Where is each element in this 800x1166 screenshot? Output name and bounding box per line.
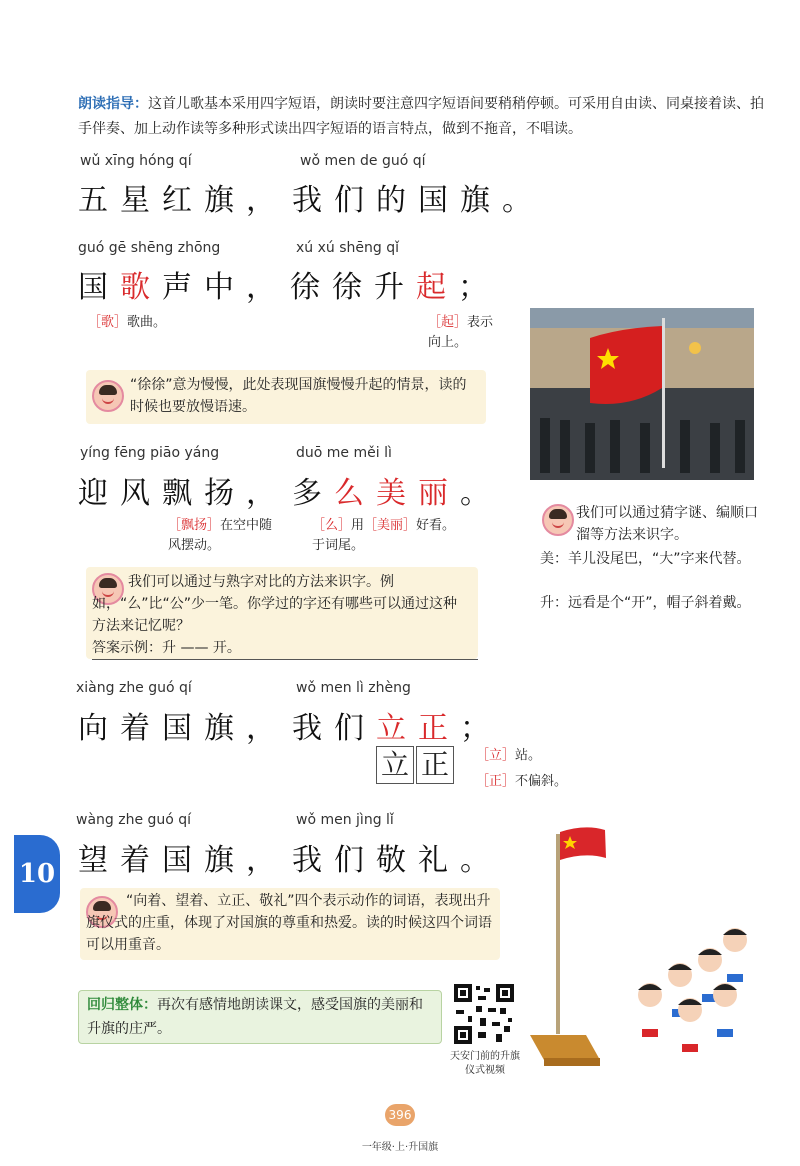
note-zheng: [476, 772, 567, 792]
summary-box: [78, 990, 442, 1044]
char-xuxusheng: 徐徐升: [290, 270, 416, 305]
pinyin-line1-a: wǔ xīng hóng qí: [80, 153, 192, 169]
tip-compare: [86, 567, 478, 659]
poem-line3-b: [292, 468, 502, 512]
note-zheng-tag: ［正］: [476, 774, 516, 789]
qr-code-icon: [452, 982, 516, 1046]
page-footer: 一年级·上·升国旗: [361, 1142, 439, 1153]
pinyin-line5-a: wàng zhe guó qí: [76, 812, 192, 828]
poem-line1-a: 五星红旗，: [78, 183, 288, 218]
reading-guide: [78, 92, 768, 142]
pinyin-line3-b: duō me měi lì: [296, 445, 392, 461]
note-meili-tag: ［美丽］: [364, 518, 417, 533]
writing-box-li: 立: [376, 746, 414, 784]
tip-riddle-text: 我们可以通过猜字谜、编顺口溜等方法来识字。: [576, 505, 758, 543]
note-me-text: 用: [351, 518, 365, 533]
children-saluting-flag: [530, 820, 760, 1070]
poem-line5-a: 望着国旗，: [78, 843, 288, 878]
char-lizheng: 立正: [376, 711, 460, 746]
note-li: [476, 746, 541, 766]
char-women: 我们: [292, 711, 376, 746]
char-ge: 歌: [120, 270, 162, 305]
note-qi-text: 表示向上。: [428, 315, 494, 350]
tip-xuxu: [86, 370, 486, 424]
tip-answer-text: 答案示例：升 —— 开。: [92, 637, 478, 660]
tip-action: [80, 888, 500, 960]
note-meili-text: 好看。: [416, 518, 456, 533]
qr-caption: 天安门前的升旗仪式视频: [450, 1051, 520, 1076]
note-zheng-text: 不偏斜。: [515, 774, 568, 789]
tip-xuxu-text: “徐徐”意为慢慢，此处表现国旗慢慢升起的情景，读的时候也要放慢语速。: [130, 377, 467, 415]
pinyin-line2-a: guó gē shēng zhōng: [78, 240, 221, 256]
char-semicolon: ；: [458, 270, 500, 305]
char-semicolon: ；: [460, 711, 502, 746]
note-li-tag: ［立］: [476, 748, 516, 763]
page-number: 396: [385, 1104, 415, 1126]
poem-line5-b: 我们敬礼。: [292, 843, 502, 878]
tip-riddle: [540, 500, 762, 640]
tip-action-text: “向着、望着、立正、敬礼”四个表示动作的词语，表现出升旗仪式的庄重，体现了对国旗的尊重和热爱。读的时候这四个词语可以用重音。: [86, 893, 492, 953]
writing-box-zheng: 正: [416, 746, 454, 784]
char-guo: 国: [78, 270, 120, 305]
note-me-meili: [312, 516, 502, 556]
note-me-tail: 于词尾。: [312, 538, 365, 553]
flag-raising-scene: [530, 308, 754, 480]
tip-sheng-text: 升：远看是个“开”，帽子斜着戴。: [540, 595, 751, 611]
pinyin-line4-b: wǒ men lì zhèng: [296, 680, 411, 696]
char-memeili: 么美丽: [334, 476, 460, 511]
lesson-number-tab: 10: [14, 835, 60, 913]
poem-line4-a: 向着国旗，: [78, 711, 288, 746]
writing-boxes: [376, 746, 456, 784]
note-ge: [88, 313, 166, 333]
reading-guide-label: 朗读指导：: [78, 96, 148, 112]
qr-code[interactable]: [452, 982, 516, 1046]
pinyin-line3-a: yíng fēng piāo yáng: [80, 445, 220, 461]
note-piaoyang: [168, 516, 278, 556]
note-me-tag: ［么］: [312, 518, 352, 533]
note-ge-tag: ［歌］: [88, 315, 128, 330]
pinyin-line4-a: xiàng zhe guó qí: [76, 680, 192, 696]
flag-salute-illustration: [530, 820, 760, 1070]
char-shengzhong: 声中，: [162, 270, 288, 305]
note-ge-text: 歌曲。: [127, 315, 167, 330]
note-li-text: 站。: [515, 748, 542, 763]
girl-avatar-icon: [542, 504, 574, 536]
note-qi: [428, 313, 498, 353]
poem-line3-a: 迎风飘扬，: [78, 476, 288, 511]
tip-compare-text: 我们可以通过与熟字对比的方法来识字。例如，“么”比“公”少一笔。你学过的字还有哪些可以通过这种方法来记忆呢？: [92, 574, 458, 634]
poem-line4-b: [292, 703, 502, 747]
summary-label: 回归整体：: [87, 997, 157, 1013]
poem-line2-b: [290, 262, 500, 306]
tip-mei-text: 美：羊儿没尾巴，“大”字来代替。: [540, 551, 751, 567]
note-piaoyang-text: 在空中随风摆动。: [168, 518, 273, 553]
flag-raising-photo: [530, 308, 754, 480]
reading-guide-text: 这首儿歌基本采用四字短语，朗读时要注意四字短语间要稍稍停顿。可采用自由读、同桌接着读、拍手伴奏、加上动作读等多种形式读出四字短语的语言特点，做到不拖音，不唱读。: [78, 96, 764, 137]
char-qi: 起: [416, 270, 458, 305]
char-period: 。: [460, 476, 502, 511]
note-qi-tag: ［起］: [428, 315, 468, 330]
pinyin-line5-b: wǒ men jìng lǐ: [296, 812, 394, 828]
summary-text: 再次有感情地朗读课文，感受国旗的美丽和升旗的庄严。: [87, 997, 423, 1037]
pinyin-line1-b: wǒ men de guó qí: [300, 153, 426, 169]
girl-avatar-icon: [92, 380, 124, 412]
poem-line1-b: 我们的国旗。: [292, 183, 544, 218]
char-duo: 多: [292, 476, 334, 511]
note-piaoyang-tag: ［飘扬］: [168, 518, 221, 533]
pinyin-line2-b: xú xú shēng qǐ: [296, 240, 399, 256]
poem-line2-a: [78, 262, 288, 306]
